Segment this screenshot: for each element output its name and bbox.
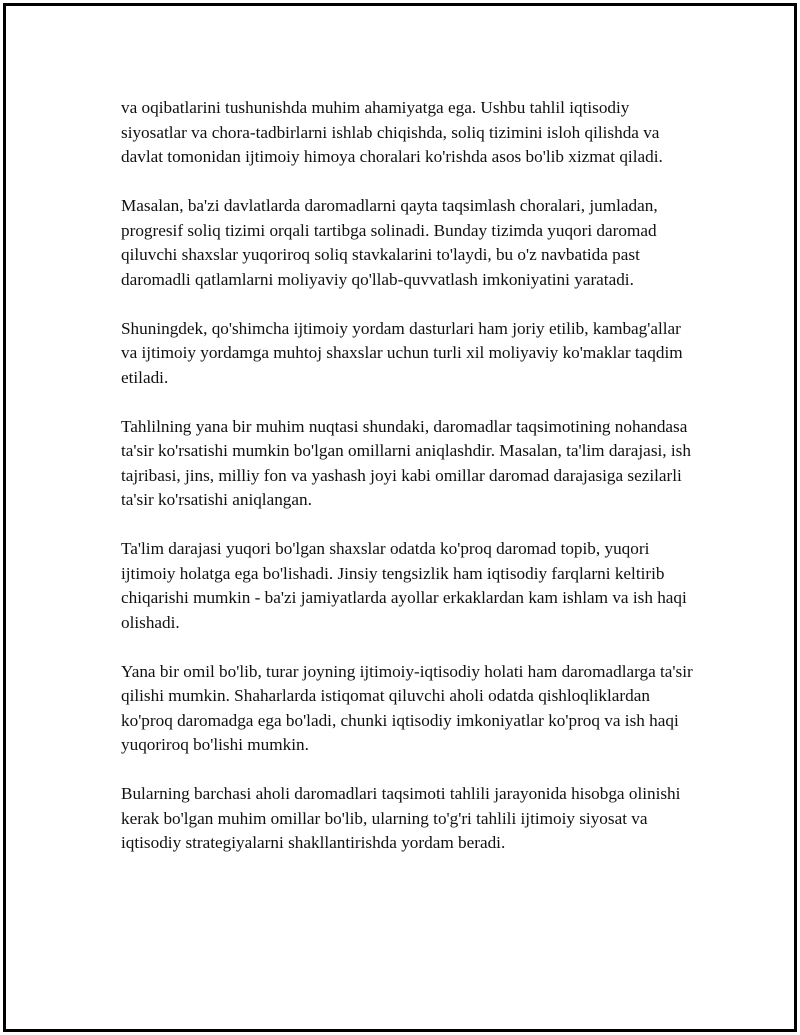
paragraph-6: Yana bir omil bo'lib, turar joyning ijtimoiy-iqtisodiy holati ham daromadlarga ta'sir qilishi mumkin. Shaharlarda istiqomat qiluvchi aholi odatda qishloqliklardan ko'proq daromadga ega bo'ladi, chunki iqtisodiy imkoniyatlar ko'proq va ish haqi yuqoriroq bo'lishi mumkin.: [121, 661, 693, 754]
paragraph-1: va oqibatlarini tushunishda muhim ahamiyatga ega. Ushbu tahlil iqtisodiy siyosatlar va chora-tadbirlarni ishlab chiqishda, soliq tizimini isloh qilishda va davlat tomonidan ijtimoiy himoya choralari ko'rishda asos bo'lib xizmat qiladi.: [121, 98, 663, 166]
document-body: [121, 96, 696, 880]
paragraph-4: Tahlilning yana bir muhim nuqtasi shundaki, daromadlar taqsimotining nohandasa ta'sir ko'rsatishi mumkin bo'lgan omillarni aniqlashdir. Masalan, ta'lim darajasi, ish tajribasi, jins, milliy fon va yashash joyi kabi omillar daromad darajasiga sezilarli ta'sir ko'rsatishi aniqlangan.: [121, 416, 691, 509]
paragraph-3: Shuningdek, qo'shimcha ijtimoiy yordam dasturlari ham joriy etilib, kambag'allar va ijtimoiy yordamga muhtoj shaxslar uchun turli xil moliyaviy ko'maklar taqdim etiladi.: [121, 318, 683, 387]
paragraph-2: Masalan, ba'zi davlatlarda daromadlarni qayta taqsimlash choralari, jumladan, progresif soliq tizimi orqali tartibga solinadi. Bunday tizimda yuqori daromad qiluvchi shaxslar yuqoriroq soliq stavkalarini to'laydi, bu o'z navbatida past daromadli qatlamlarni moliyaviy qo'llab-quvvatlash imkoniyatini yaratadi.: [121, 196, 658, 289]
page-frame: [3, 3, 797, 1032]
paragraph-5: Ta'lim darajasi yuqori bo'lgan shaxslar odatda ko'proq daromad topib, yuqori ijtimoiy holatga ega bo'lishadi. Jinsiy tengsizlik ham iqtisodiy farqlarni keltirib chiqarishi mumkin - ba'zi jamiyatlarda ayollar erkaklardan kam ishlam va ish haqi olishadi.: [121, 539, 687, 632]
paragraph-7: Bularning barchasi aholi daromadlari taqsimoti tahlili jarayonida hisobga olinishi kerak bo'lgan muhim omillar bo'lib, ularning to'g'ri tahlili ijtimoiy siyosat va iqtisodiy strategiyalarni shakllantirishda yordam beradi.: [121, 784, 681, 852]
